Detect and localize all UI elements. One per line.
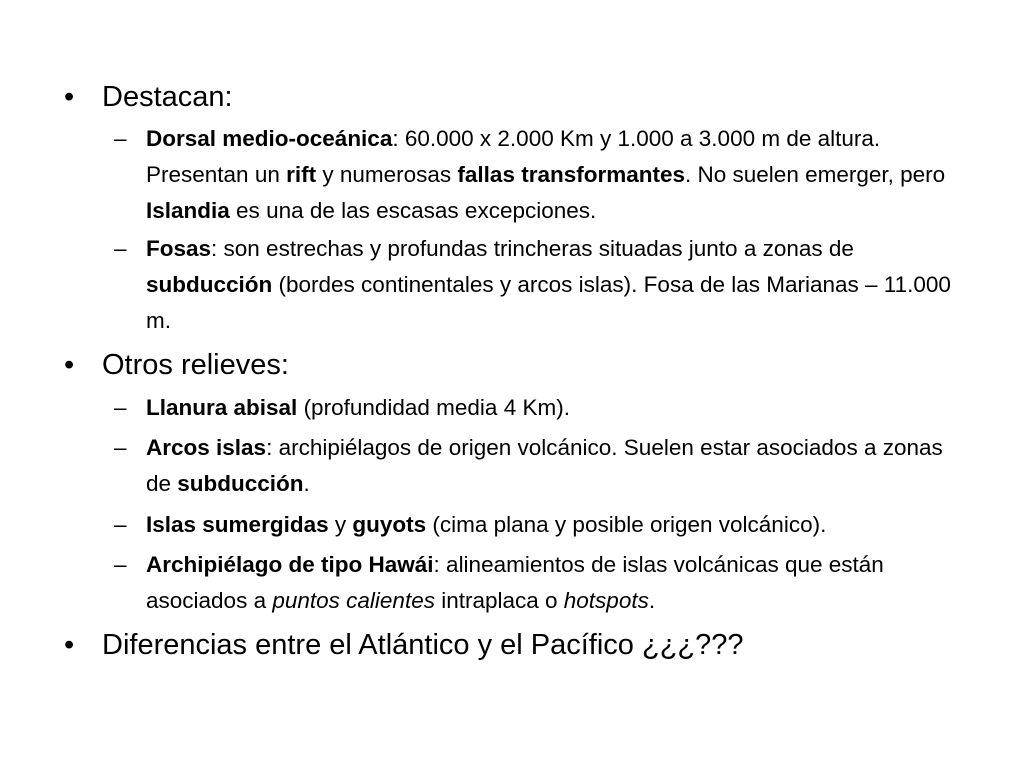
bold-term: guyots — [352, 512, 427, 537]
bold-term: subducción — [146, 272, 273, 297]
subitem-text — [146, 390, 974, 426]
subitem-text — [146, 507, 974, 543]
bullet-icon: • — [64, 349, 75, 381]
text-run: . — [303, 471, 310, 496]
text-run: : son estrechas y profundas trincheras situadas junto a zonas de — [211, 236, 854, 261]
text-run: (profundidad media 4 Km). — [297, 395, 570, 420]
dash-icon: – — [114, 236, 127, 261]
bold-term: Arcos islas — [146, 435, 267, 460]
subitem-text — [146, 231, 974, 339]
bullet-title: Diferencias entre el Atlántico y el Pacífico ¿¿¿??? — [102, 629, 744, 661]
bold-term: Islandia — [146, 198, 230, 223]
text-run: (cima plana y posible origen volcánico). — [426, 512, 827, 537]
text-run: intraplaca o — [434, 588, 564, 613]
dash-icon: – — [114, 512, 127, 537]
italic-term: puntos calientes — [272, 588, 435, 613]
subitem-text — [146, 121, 974, 229]
subitem-text — [146, 430, 974, 502]
text-run: : 60.000 x 2.000 Km y 1.000 a 3.000 m de altura. Presentan un — [146, 126, 881, 187]
text-run: . — [648, 588, 656, 613]
bold-term: Islas sumergidas — [146, 512, 329, 537]
text-run: : archipiélagos de origen volcánico. Suelen estar asociados a zonas de — [146, 435, 943, 496]
text-run: . No suelen emerger, pero — [685, 162, 946, 187]
text-run: y numerosas — [316, 162, 458, 187]
subitem-text — [146, 547, 974, 619]
dash-icon: – — [114, 435, 127, 460]
text-run: y — [328, 512, 353, 537]
bullet-title: Otros relieves: — [102, 349, 289, 381]
bold-term: subducción — [177, 471, 304, 496]
bold-term: Llanura abisal — [146, 395, 298, 420]
bold-term: rift — [286, 162, 317, 187]
bold-term: Dorsal medio-oceánica — [146, 126, 393, 151]
text-run: (bordes continentales y arcos islas). Fosa de las Marianas – 11.000 m. — [146, 272, 951, 333]
text-run: : alineamientos de islas volcánicas que están asociados a — [146, 552, 884, 613]
text-run: es una de las escasas excepciones. — [229, 198, 597, 223]
bold-term: Fosas — [146, 236, 212, 261]
dash-icon: – — [114, 552, 127, 577]
bullet-title: Destacan: — [102, 81, 233, 113]
bold-term: Archipiélago de tipo Hawái — [146, 552, 434, 577]
dash-icon: – — [114, 395, 127, 420]
italic-term: hotspots — [563, 588, 649, 613]
dash-icon: – — [114, 126, 127, 151]
bold-term: fallas transformantes — [457, 162, 686, 187]
bullet-icon: • — [64, 81, 75, 113]
bullet-icon: • — [64, 629, 75, 661]
